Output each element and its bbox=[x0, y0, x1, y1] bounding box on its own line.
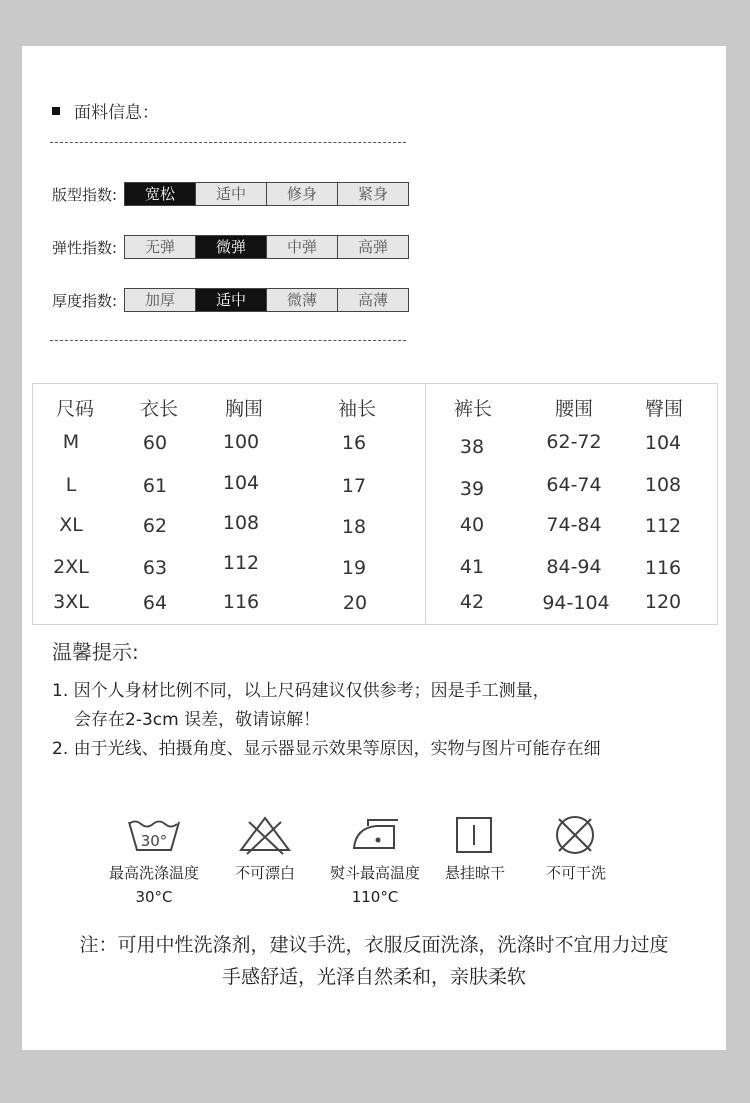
size-header-size: 尺码 bbox=[55, 398, 94, 420]
fit-index-scale bbox=[124, 182, 409, 206]
elasticity-index-row bbox=[52, 235, 409, 259]
fit-index-row bbox=[52, 182, 409, 206]
thickness-option-medium: 适中 bbox=[195, 289, 266, 311]
table-cell: 42 bbox=[459, 591, 485, 613]
size-header-sleeve: 袖长 bbox=[337, 398, 376, 420]
elasticity-index-label: 弹性指数: bbox=[52, 238, 118, 257]
dashed-divider-top bbox=[50, 142, 406, 143]
hang-dry-icon bbox=[454, 815, 494, 855]
table-cell: 116 bbox=[222, 591, 260, 613]
table-cell: 100 bbox=[222, 431, 260, 453]
fit-option-tight: 紧身 bbox=[337, 183, 408, 205]
table-cell: 60 bbox=[142, 432, 168, 454]
care-label-hang-line-1: 悬挂晾干 bbox=[444, 864, 505, 882]
care-note-line-1: 注：可用中性洗涤剂，建议手洗，衣服反面洗涤，洗涤时不宜用力过度 bbox=[79, 934, 669, 956]
table-cell: 64 bbox=[142, 592, 168, 614]
table-cell: 112 bbox=[644, 515, 682, 537]
table-cell: 116 bbox=[644, 557, 682, 579]
fit-option-regular: 适中 bbox=[195, 183, 266, 205]
thickness-option-very-thin: 高薄 bbox=[337, 289, 408, 311]
elasticity-option-high: 高弹 bbox=[337, 236, 408, 258]
table-cell: 62 bbox=[142, 515, 168, 537]
size-header-chest: 胸围 bbox=[224, 398, 263, 420]
bullet-square-icon bbox=[52, 107, 60, 115]
care-label-wash-line-1: 最高洗涤温度 bbox=[108, 864, 199, 882]
table-cell: 3XL bbox=[53, 591, 89, 613]
care-label-bleach bbox=[215, 861, 315, 885]
table-cell: XL bbox=[59, 514, 83, 536]
table-cell: 94-104 bbox=[542, 592, 610, 614]
iron-icon bbox=[350, 814, 402, 856]
table-cell: 108 bbox=[644, 474, 682, 496]
no-dry-clean-icon bbox=[553, 813, 597, 857]
tip-item-2: 2. 由于光线、拍摄角度、显示器显示效果等原因，实物与图片可能存在细 bbox=[52, 739, 601, 759]
care-label-bleach-line-1: 不可漂白 bbox=[234, 864, 295, 882]
care-label-iron bbox=[315, 861, 435, 909]
size-header-waist: 腰围 bbox=[554, 398, 593, 420]
care-label-wash-line-2: 30°C bbox=[135, 888, 173, 906]
table-cell: 104 bbox=[222, 472, 260, 494]
wash-30-icon bbox=[126, 816, 182, 856]
care-label-dryclean-line-1: 不可干洗 bbox=[545, 864, 606, 882]
care-label-iron-line-1: 熨斗最高温度 bbox=[329, 864, 420, 882]
table-cell: 112 bbox=[222, 552, 260, 574]
care-label-wash bbox=[94, 861, 214, 909]
table-cell: 64-74 bbox=[546, 474, 602, 496]
table-cell: 16 bbox=[341, 432, 367, 454]
thickness-index-label: 厚度指数: bbox=[52, 291, 118, 310]
fabric-info-title-text: 面料信息： bbox=[74, 103, 159, 123]
tips-title: 温馨提示: bbox=[52, 640, 139, 664]
dashed-divider-bottom bbox=[50, 340, 406, 341]
elasticity-option-medium: 中弹 bbox=[266, 236, 337, 258]
thickness-index-scale bbox=[124, 288, 409, 312]
product-info-card bbox=[22, 46, 726, 1050]
care-note-line-2: 手感舒适，光泽自然柔和，亲肤柔软 bbox=[221, 966, 526, 988]
elasticity-index-scale bbox=[124, 235, 409, 259]
table-cell: 74-84 bbox=[546, 514, 602, 536]
table-cell: 104 bbox=[644, 432, 682, 454]
size-table-divider bbox=[425, 383, 426, 623]
table-cell: 18 bbox=[341, 516, 367, 538]
table-cell: 41 bbox=[459, 556, 485, 578]
fabric-info-title bbox=[52, 98, 159, 123]
table-cell: 120 bbox=[644, 591, 682, 613]
elasticity-option-none: 无弹 bbox=[125, 236, 195, 258]
tip-item-1-line-2: 会存在2-3cm 误差，敬请谅解！ bbox=[74, 710, 321, 730]
thickness-option-thick: 加厚 bbox=[125, 289, 195, 311]
elasticity-option-slight: 微弹 bbox=[195, 236, 266, 258]
table-cell: 17 bbox=[341, 475, 367, 497]
table-cell: M bbox=[62, 431, 80, 453]
no-bleach-icon bbox=[235, 814, 295, 856]
table-cell: 38 bbox=[459, 436, 485, 458]
size-header-pants-length: 裤长 bbox=[453, 398, 492, 420]
table-cell: 40 bbox=[459, 514, 485, 536]
table-cell: 61 bbox=[142, 475, 168, 497]
care-label-hang bbox=[425, 861, 525, 885]
care-label-dryclean bbox=[526, 861, 626, 885]
table-cell: 39 bbox=[459, 478, 485, 500]
fit-option-slim: 修身 bbox=[266, 183, 337, 205]
table-cell: L bbox=[65, 474, 77, 496]
fit-option-loose: 宽松 bbox=[125, 183, 195, 205]
table-cell: 2XL bbox=[53, 556, 89, 578]
table-cell: 108 bbox=[222, 512, 260, 534]
care-label-iron-line-2: 110°C bbox=[351, 888, 399, 906]
table-cell: 62-72 bbox=[546, 431, 602, 453]
size-header-length: 衣长 bbox=[139, 398, 178, 420]
size-header-hip: 臀围 bbox=[644, 398, 683, 420]
table-cell: 19 bbox=[341, 557, 367, 579]
table-cell: 63 bbox=[142, 557, 168, 579]
thickness-index-row bbox=[52, 288, 409, 312]
table-cell: 84-94 bbox=[546, 556, 602, 578]
tip-item-1-line-1: 1. 因个人身材比例不同，以上尺码建议仅供参考；因是手工测量， bbox=[52, 681, 550, 701]
thickness-option-thin: 微薄 bbox=[266, 289, 337, 311]
fit-index-label: 版型指数: bbox=[52, 185, 118, 204]
table-cell: 20 bbox=[342, 592, 368, 614]
wash-temp-text: 30° bbox=[140, 832, 168, 850]
